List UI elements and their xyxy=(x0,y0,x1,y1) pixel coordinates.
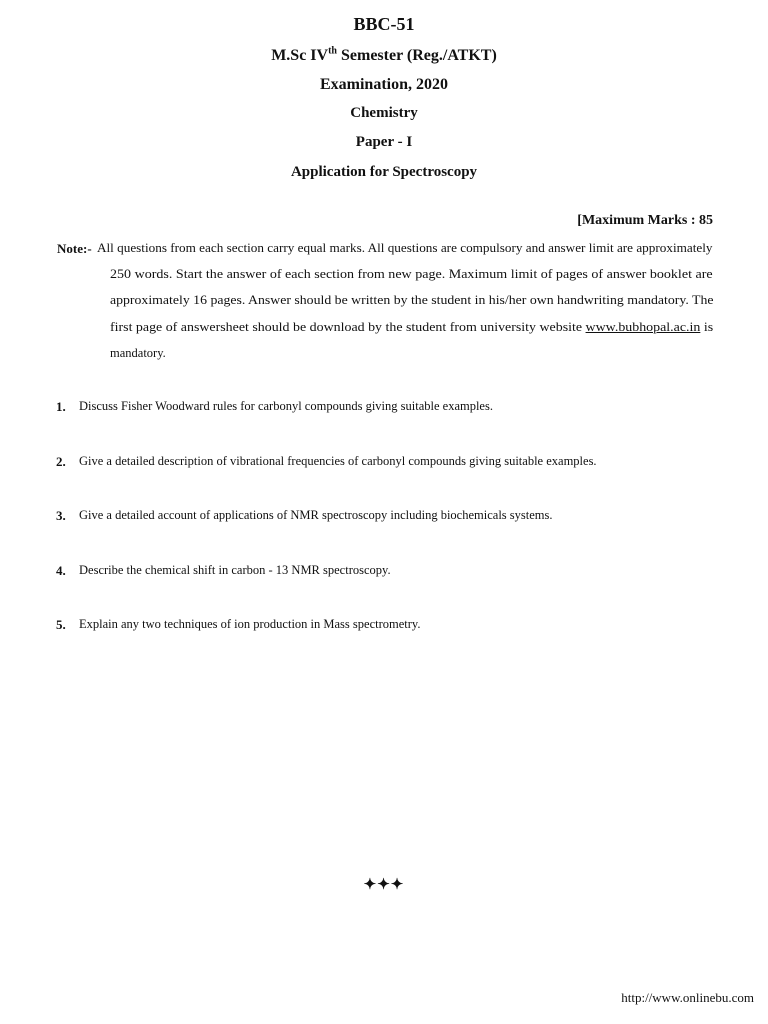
subject-title: Chemistry xyxy=(350,105,418,121)
question-number: 4. xyxy=(56,563,66,578)
note-text: is xyxy=(700,320,714,334)
note-line: mandatory. xyxy=(110,346,166,360)
paper-code: BBC-51 xyxy=(353,14,415,34)
question-text: Discuss Fisher Woodward rules for carbonyl compounds giving suitable examples. xyxy=(79,399,493,413)
note-line xyxy=(110,320,713,335)
footer-url[interactable]: http://www.onlinebu.com xyxy=(621,990,754,1005)
course-prefix: M.Sc IV xyxy=(271,47,329,64)
note-line: approximately 16 pages. Answer should be written by the student in his/her own handwriting mandatory. The xyxy=(110,293,714,307)
paper-title: Application for Spectroscopy xyxy=(290,164,478,180)
university-website-link[interactable]: www.bubhopal.ac.in xyxy=(585,320,701,334)
course-title xyxy=(0,47,768,65)
course-suffix: Semester (Reg./ATKT) xyxy=(336,47,497,64)
exam-title: Examination, 2020 xyxy=(319,76,448,93)
note-line: 250 words. Start the answer of each section from new page. Maximum limit of pages of answer booklet are xyxy=(110,267,713,281)
course-superscript: th xyxy=(328,45,337,57)
question-number: 2. xyxy=(56,454,66,469)
question-text: Give a detailed account of applications of NMR spectroscopy including biochemicals systems. xyxy=(79,508,553,522)
end-of-paper-mark: ✦✦✦ xyxy=(363,877,405,893)
question-number: 5. xyxy=(56,617,66,632)
note-text: first page of answersheet should be download by the student from university website xyxy=(110,320,586,334)
question-text: Give a detailed description of vibrational frequencies of carbonyl compounds giving suitable examples. xyxy=(79,454,597,468)
question-text: Describe the chemical shift in carbon - 13 NMR spectroscopy. xyxy=(79,563,391,577)
question-number: 1. xyxy=(56,399,66,414)
question-text: Explain any two techniques of ion production in Mass spectrometry. xyxy=(79,617,421,631)
paper-number: Paper - I xyxy=(355,134,413,150)
maximum-marks: [Maximum Marks : 85 xyxy=(577,213,713,228)
note-label: Note:- xyxy=(57,241,92,256)
question-number: 3. xyxy=(56,508,66,523)
note-line: All questions from each section carry equal marks. All questions are compulsory and answer limit are approximately xyxy=(97,241,713,255)
